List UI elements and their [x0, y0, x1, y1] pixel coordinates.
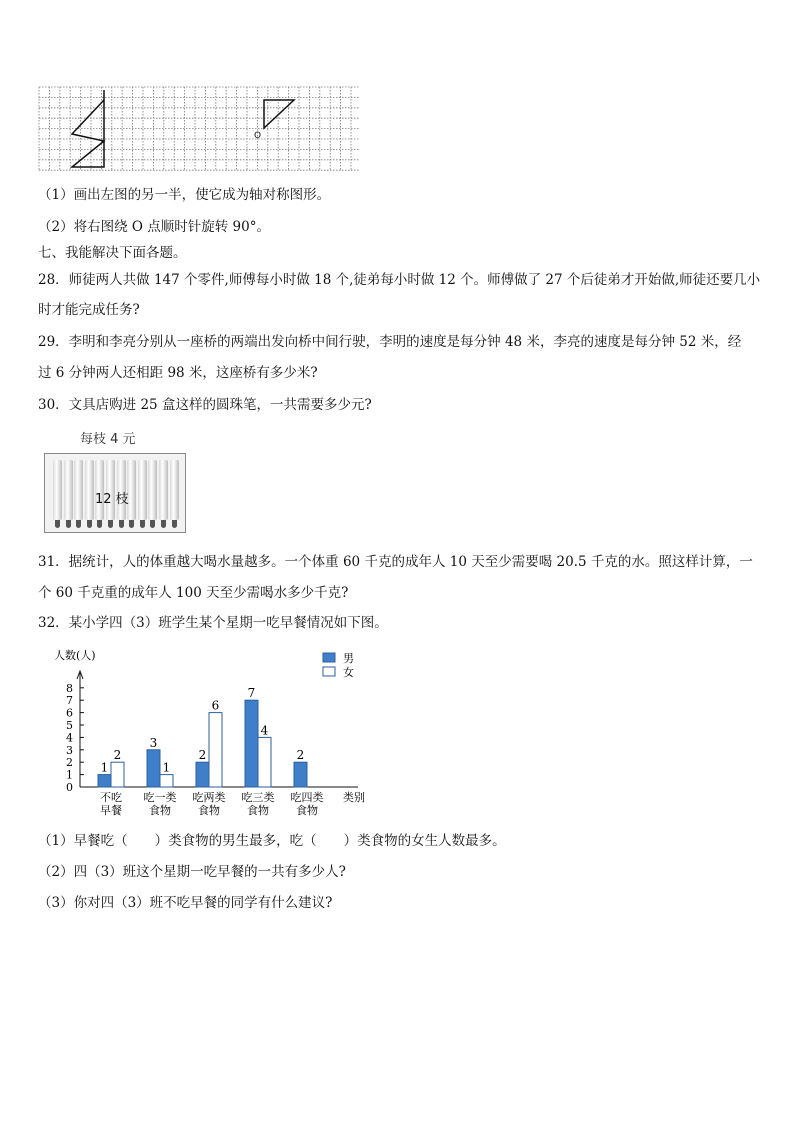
y-axis-label: 人数(人): [54, 649, 96, 662]
bar-value-label: 3: [149, 735, 158, 750]
bar-boys: [98, 775, 111, 787]
pen: [74, 460, 83, 520]
y-tick-label: 8: [66, 681, 73, 695]
right-triangle-figure: [264, 100, 294, 128]
y-tick-label: 0: [66, 781, 73, 794]
question-symmetry: （1）画出左图的另一半，使它成为轴对称图形。: [38, 187, 331, 203]
pen-box-image: [44, 453, 186, 533]
category-label: 食物: [296, 804, 318, 817]
bar-value-label: 2: [198, 748, 207, 763]
question-32-part-1: （1）早餐吃（ ）类食物的男生最多，吃（ ）类食物的女生人数最多。: [38, 833, 506, 849]
category-label: 吃三类: [241, 791, 275, 804]
legend-label: 女: [343, 666, 354, 679]
category-label: 不吃: [100, 791, 122, 804]
pen: [159, 460, 168, 520]
pen: [53, 460, 62, 520]
section-heading: 七、我能解决下面各题。: [38, 245, 187, 261]
pen: [138, 460, 147, 520]
legend-label: 男: [343, 652, 354, 665]
grid-figure: [38, 86, 360, 172]
bar-value-label: 1: [162, 760, 171, 775]
bar-value-label: 7: [247, 686, 256, 701]
bar-boys: [294, 762, 307, 787]
bar-value-label: 2: [296, 748, 305, 763]
point-o-label: O: [254, 131, 262, 141]
bar-value-label: 2: [113, 748, 122, 763]
bar-girls: [209, 713, 222, 787]
y-tick-label: 7: [66, 694, 73, 708]
legend-swatch: [323, 653, 335, 662]
question-32-part-2: （2）四（3）班这个星期一吃早餐的一共有多少人?: [38, 864, 346, 880]
pen: [148, 460, 157, 520]
x-axis-label: 类别: [343, 791, 365, 804]
breakfast-bar-chart: [40, 645, 380, 823]
pen-count-label: 12 枝: [95, 492, 129, 507]
bar-boys: [196, 762, 209, 787]
bar-girls: [111, 762, 124, 787]
question-28-line-2: 时才能完成任务?: [38, 302, 140, 318]
pen-price-label: 每枝 4 元: [80, 432, 136, 447]
question-rotation: （2）将右图绕 O 点顺时针旋转 90°。: [38, 219, 270, 235]
category-label: 食物: [247, 804, 269, 817]
question-32: 32．某小学四（3）班学生某个星期一吃早餐情况如下图。: [38, 615, 388, 631]
pen: [64, 460, 73, 520]
bar-value-label: 6: [211, 698, 220, 713]
y-tick-label: 4: [66, 731, 73, 745]
y-tick-label: 3: [66, 743, 73, 757]
category-label: 早餐: [100, 804, 122, 817]
y-tick-label: 6: [66, 706, 73, 720]
y-tick-label: 5: [66, 719, 73, 732]
y-tick-label: 2: [66, 756, 73, 770]
legend-swatch: [323, 667, 335, 676]
bar-boys: [147, 750, 160, 787]
question-31-line-1: 31．据统计，人的体重越大喝水量越多。一个体重 60 千克的成年人 10 天至少需要喝 20.5 千克的水。照这样计算，一: [38, 554, 753, 570]
bar-girls: [160, 775, 173, 787]
bar-boys: [245, 700, 258, 787]
category-label: 吃一类: [143, 791, 177, 804]
bar-value-label: 1: [100, 760, 109, 775]
category-label: 食物: [198, 804, 220, 817]
dotted-grid: [39, 87, 360, 170]
y-tick-label: 1: [66, 768, 73, 782]
question-29-line-1: 29．李明和李亮分别从一座桥的两端出发向桥中间行驶，李明的速度是每分钟 48 米，李亮的速度是每分钟 52 米，经: [38, 334, 742, 350]
question-30: 30．文具店购进 25 盒这样的圆珠笔，一共需要多少元?: [38, 397, 372, 413]
question-31-line-2: 个 60 千克重的成年人 100 天至少需喝水多少千克?: [38, 585, 349, 601]
question-28-line-1: 28．师徒两人共做 147 个零件,师傅每小时做 18 个,徒弟每小时做 12 个。师傅做了 27 个后徒弟才开始做,师徒还要几小: [38, 272, 761, 288]
category-label: 食物: [149, 804, 171, 817]
bar-girls: [258, 737, 271, 787]
category-label: 吃四类: [290, 791, 324, 804]
category-label: 吃两类: [192, 791, 226, 804]
pen: [85, 460, 94, 520]
question-29-line-2: 过 6 分钟两人还相距 98 米，这座桥有多少米?: [38, 365, 318, 381]
question-32-part-3: （3）你对四（3）班不吃早餐的同学有什么建议?: [38, 895, 333, 911]
pen: [170, 460, 179, 520]
bar-value-label: 4: [260, 723, 269, 738]
